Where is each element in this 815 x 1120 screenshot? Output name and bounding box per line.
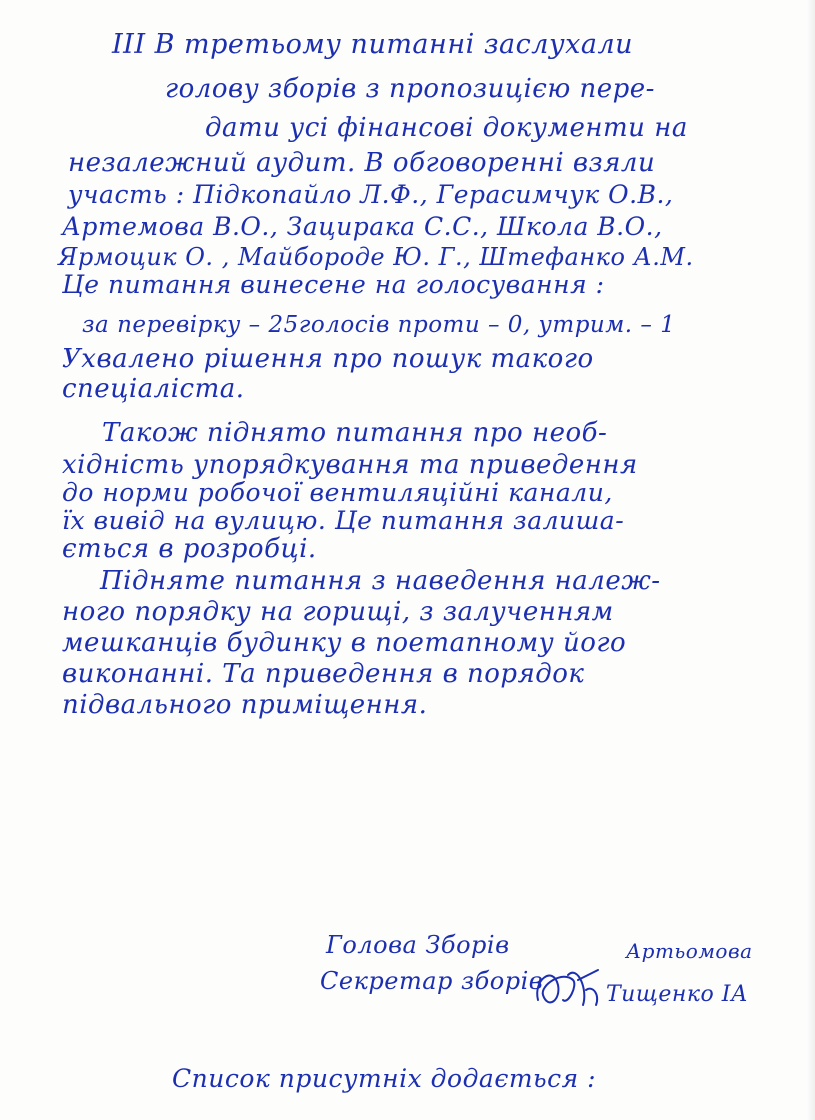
chair-name: Артьомова (626, 939, 753, 963)
text-line-4: незалежний аудит. В обговоренні взяли (68, 148, 656, 178)
text-line-6: Артемова В.О., Зацирака С.С., Школа В.О., (62, 212, 663, 241)
text-line-13: хідність упорядкування та приведення (62, 450, 638, 480)
text-line-12: Також піднято питання про необ- (102, 418, 608, 448)
chair-label: Голова Зборів (326, 931, 510, 959)
secretary-name: Тищенко ІА (606, 982, 749, 1007)
text-line-7: Ярмоцик О. , Майбороде Ю. Г., Штефанко А.М. (58, 243, 694, 271)
text-line-3: дати усі фінансові документи на (205, 113, 688, 143)
text-line-18: ного порядку на горищі, з залученням (62, 597, 614, 627)
text-line-17: Підняте питання з наведення належ- (100, 566, 661, 596)
footer-note: Список присутніх додається : (172, 1064, 597, 1093)
text-line-10: Ухвалено рішення про пошук такого (62, 344, 594, 374)
text-line-20: виконанні. Та приведення в порядок (62, 659, 585, 689)
page-edge-shadow (807, 0, 815, 1120)
text-line-1: III В третьому питанні заслухали (112, 29, 634, 60)
text-line-16: ється в розробці. (62, 534, 317, 564)
text-line-11: спеціаліста. (62, 374, 245, 404)
text-line-14: до норми робочої вентиляційні канали, (62, 478, 613, 507)
text-line-8: Це питання винесене на голосування : (62, 270, 605, 299)
text-line-21: підвального приміщення. (62, 690, 428, 720)
text-line-9: за перевірку – 25голосів проти – 0, утрим. – 1 (82, 312, 676, 338)
text-line-19: мешканців будинку в поетапному його (62, 628, 627, 658)
secretary-label: Секретар зборів (320, 967, 544, 995)
text-line-5: участь : Підкопайло Л.Ф., Герасимчук О.В., (68, 180, 674, 209)
text-line-15: їх вивід на вулицю. Це питання залиша- (62, 506, 625, 535)
secretary-signature (528, 960, 608, 1020)
text-line-2: голову зборів з пропозицією пере- (165, 74, 655, 104)
